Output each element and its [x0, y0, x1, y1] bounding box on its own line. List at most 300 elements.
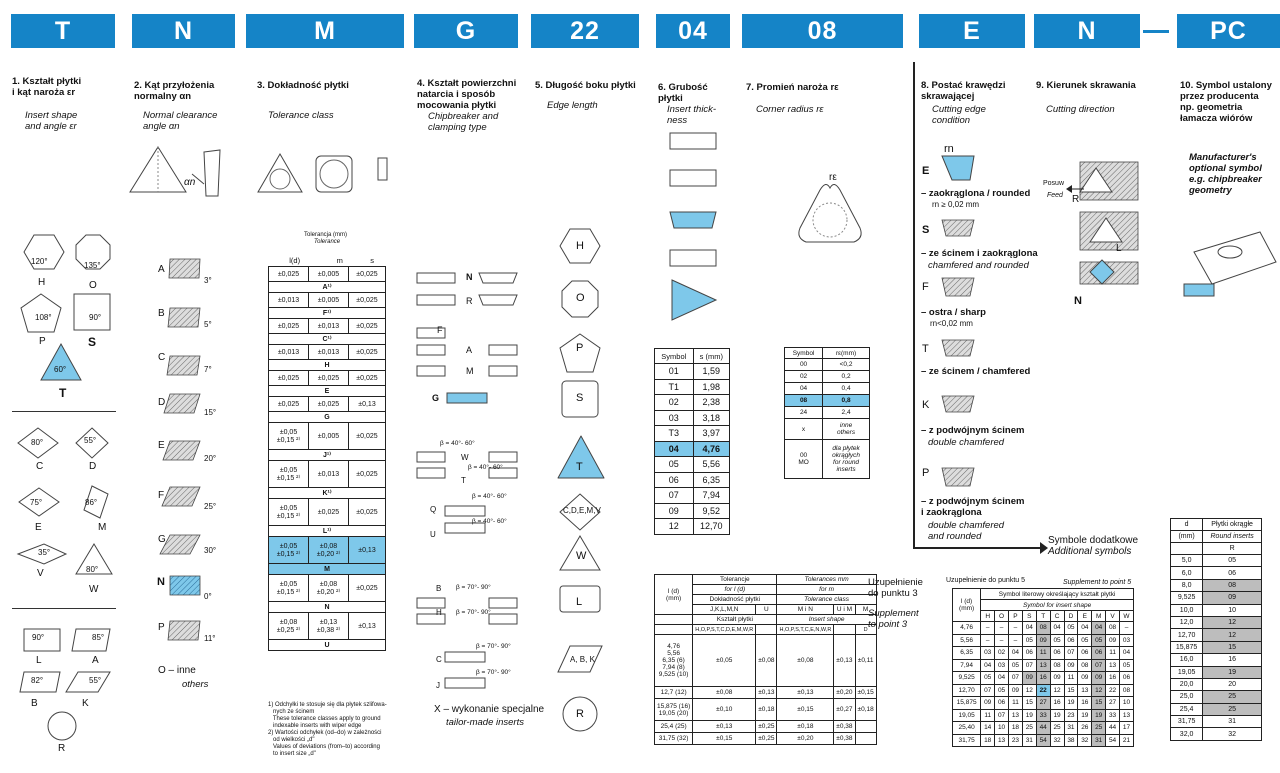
sup5-row-5-9: 12 — [1092, 684, 1106, 697]
c2-lbl-G: G — [158, 534, 166, 545]
c6-val-6: 5,56 — [693, 457, 729, 473]
sup5-row-1-0: 5,56 — [953, 634, 981, 647]
round-d-4: 10,0 — [1171, 604, 1203, 616]
c7-sym-5: x — [785, 419, 823, 440]
c3-col-m: m — [336, 256, 343, 265]
sup5-row-0-9: 04 — [1092, 622, 1106, 635]
c4-lbl-Q: Q — [430, 505, 437, 514]
code-box-N: N — [132, 14, 235, 48]
sup5-row-0-0: 4,76 — [953, 622, 981, 635]
c4-lbl-B: B — [436, 584, 442, 593]
c3-col-s: s — [370, 256, 374, 265]
tol-s2: H,O,P,S,T,C,E,N,W,R — [777, 625, 834, 635]
c5-lbl-P: P — [576, 342, 584, 354]
c3-row-8-cell-0: ±0,05 ±0,15 ²⁾ — [269, 499, 309, 526]
sup5-row-3-9: 07 — [1092, 659, 1106, 672]
sup5-row-6-6: 16 — [1050, 697, 1064, 710]
tol-row-0-3: ±0,08 — [777, 635, 834, 687]
c1-ang-B: 82° — [31, 676, 44, 685]
c4-lbl-J: J — [436, 681, 440, 690]
c5-lbl-T: T — [576, 461, 583, 473]
round-d-11: 25,0 — [1171, 691, 1203, 703]
sup5-row-9-4: 31 — [1022, 734, 1036, 747]
c3-row-7-cell-0: ±0,05 ±0,15 ²⁾ — [269, 461, 309, 488]
sup5-row-4-11: 06 — [1120, 672, 1134, 685]
c8-title: 8. Postać krawędzi skrawającej — [921, 80, 1006, 102]
tol-row-4-3: ±0,20 — [777, 733, 834, 745]
sup5-row-6-8: 16 — [1078, 697, 1092, 710]
c8-text2-E: rn ≥ 0,02 mm — [932, 200, 980, 209]
round-r-1: 06 — [1203, 567, 1262, 579]
c2-lbl-B: B — [158, 308, 165, 319]
c5-subtitle: Edge length — [547, 100, 598, 111]
c3-row-9-cell-1: ±0,08 ±0,20 ²⁾ — [308, 537, 348, 564]
tol-row-3-0: 25,4 (25) — [655, 721, 693, 733]
sup5-row-7-1: 11 — [981, 709, 995, 722]
c6-thickness-diagrams — [656, 130, 736, 340]
sup5-row-7-11: 13 — [1120, 709, 1134, 722]
c2-lbl-P: P — [158, 622, 165, 633]
c3-tolerance-rows — [268, 266, 386, 651]
sup5-row-1-7: 06 — [1064, 634, 1078, 647]
c1-ang-D: 55° — [84, 436, 97, 445]
c1-divider-2 — [12, 608, 116, 609]
sup5-row-9-7: 38 — [1064, 734, 1078, 747]
c1-title: 1. Kształt płytki i kąt naroża εr — [12, 76, 82, 98]
c4-angle-7: β = 70°- 90° — [476, 643, 511, 650]
c7-r-label: rε — [829, 172, 837, 183]
sup5-row-4-5: 16 — [1036, 672, 1050, 685]
round-d-13: 31,75 — [1171, 716, 1203, 728]
sup5-row-7-3: 13 — [1009, 709, 1023, 722]
tol-sup-en: Supplement to point 3 — [868, 608, 919, 630]
sup5-row-9-6: 32 — [1050, 734, 1064, 747]
sup5-row-3-11: 05 — [1120, 659, 1134, 672]
sup5-row-3-4: 07 — [1022, 659, 1036, 672]
c6-val-9: 9,52 — [693, 503, 729, 519]
c6-val-8: 7,94 — [693, 488, 729, 504]
sup5-row-4-0: 9,525 — [953, 672, 981, 685]
sup5-row-0-3: – — [1009, 622, 1023, 635]
c3-tolerance-diagrams — [246, 150, 406, 210]
c5-lbl-W: W — [576, 550, 587, 562]
sup5-row-2-2: 02 — [995, 647, 1009, 660]
c1-ang-H: 120° — [31, 257, 48, 266]
tol-h3: for l (d) — [693, 585, 777, 595]
c6-title: 6. Grubość płytki — [658, 82, 708, 104]
c3-row-6-cell-0: ±0,05 ±0,15 ²⁾ — [269, 423, 309, 450]
c3-class-3: H — [269, 360, 386, 371]
sup5-row-7-7: 23 — [1064, 709, 1078, 722]
tol-s3: D — [855, 625, 876, 635]
c4-subtitle: Chipbreaker and clamping type — [428, 111, 499, 133]
tol-row-0-4: ±0,13 — [834, 635, 855, 687]
c4-angle-6: β = 70°- 90° — [456, 609, 491, 616]
c1-lbl-R: R — [58, 743, 66, 754]
c2-ang-P: 11° — [204, 634, 216, 643]
tol-h1: Tolerancje — [693, 575, 777, 585]
round-d-8: 16,0 — [1171, 654, 1203, 666]
sup5-col-M: M — [1092, 611, 1106, 622]
c1-shapes-mid — [14, 426, 114, 586]
tol-ks: Kształt płytki — [693, 615, 777, 625]
c9-direction-diagrams — [1066, 158, 1146, 308]
c5-lbl-L: L — [576, 596, 583, 608]
c7-title: 7. Promień naroża rε — [746, 82, 839, 93]
c2-lbl-A: A — [158, 264, 165, 275]
sup5-col-D: D — [1064, 611, 1078, 622]
c7-sym-1: 02 — [785, 371, 823, 383]
c4-lbl-R: R — [466, 296, 473, 306]
sup5-col-W: W — [1120, 611, 1134, 622]
c1-ang-S: 90° — [89, 313, 102, 322]
tol-row-4-0: 31,75 (32) — [655, 733, 693, 745]
round-table — [1170, 518, 1262, 741]
sup5-row-8-9: 25 — [1092, 722, 1106, 735]
c4-angle-5: β = 70°- 90° — [456, 584, 491, 591]
sup5-row-4-9: 09 — [1092, 672, 1106, 685]
c2-subtitle: Normal clearance angle αn — [143, 110, 218, 132]
round-r-2: 08 — [1203, 579, 1262, 591]
c4-lbl-W: W — [461, 453, 469, 462]
tol-row-2-0: 15,875 (16) 19,05 (20) — [655, 699, 693, 721]
tol-row-3-2: ±0,25 — [756, 721, 777, 733]
round-d-7: 15,875 — [1171, 641, 1203, 653]
tol-row-1-3: ±0,13 — [777, 687, 834, 699]
c1-lbl-W: W — [89, 584, 99, 595]
c3-row-8-cell-2: ±0,025 — [348, 499, 385, 526]
c7-subtitle: Corner radius rε — [756, 104, 824, 115]
tol-row-4-4: ±0,38 — [834, 733, 855, 745]
round-r-9: 19 — [1203, 666, 1262, 678]
c7-val-3: 0,8 — [823, 395, 870, 407]
sup5-row-7-5: 33 — [1036, 709, 1050, 722]
sup5-col-V: V — [1106, 611, 1120, 622]
c7-sym-3: 08 — [785, 395, 823, 407]
additional-symbols: Symbole dodatkowe — [1048, 535, 1139, 546]
c4-angle-4: β = 40°- 60° — [472, 518, 507, 525]
sup5-row-7-2: 07 — [995, 709, 1009, 722]
sup5-row-8-4: 25 — [1022, 722, 1036, 735]
sup5-row-0-7: 05 — [1064, 622, 1078, 635]
c3-class-5: G — [269, 412, 386, 423]
c4-lbl-F: F — [437, 325, 443, 335]
c3-row-4-cell-0: ±0,025 — [269, 371, 309, 386]
tol-row-1-5: ±0,15 — [855, 687, 876, 699]
sup5-col-H: H — [981, 611, 995, 622]
sup5-row-1-3: – — [1009, 634, 1023, 647]
sup5-row-5-3: 09 — [1009, 684, 1023, 697]
c7-col-symbol: Symbol — [785, 348, 823, 359]
c4-lbl-T: T — [461, 476, 466, 485]
c1-lbl-H: H — [38, 277, 46, 288]
c9-L: L — [1116, 243, 1122, 254]
sup5-row-8-7: 31 — [1064, 722, 1078, 735]
sup5-row-4-6: 09 — [1050, 672, 1064, 685]
c6-col-symbol: Symbol — [655, 349, 694, 364]
round-d-3: 9,525 — [1171, 592, 1203, 604]
c3-row-5-cell-1: ±0,025 — [308, 397, 348, 412]
sup5-row-2-8: 06 — [1078, 647, 1092, 660]
c4-lbl-G: G — [432, 393, 440, 403]
tol-row-2-4: ±0,27 — [834, 699, 855, 721]
round-d-0: 5,0 — [1171, 555, 1203, 567]
c5-lbl-S: S — [576, 392, 584, 404]
sup5-row-8-1: 14 — [981, 722, 995, 735]
c6-sym-2: 02 — [655, 395, 694, 411]
sup5-row-3-1: 04 — [981, 659, 995, 672]
c6-sym-0: 01 — [655, 364, 694, 380]
c3-row-2-cell-2: ±0,025 — [348, 319, 385, 334]
sup5-row-9-5: 54 — [1036, 734, 1050, 747]
sup5-row-3-0: 7,94 — [953, 659, 981, 672]
tol-row-1-0: 12,7 (12) — [655, 687, 693, 699]
c3-row-2-cell-0: ±0,025 — [269, 319, 309, 334]
sup5-row-5-0: 12,70 — [953, 684, 981, 697]
c2-ang-D: 15° — [204, 408, 217, 417]
c10-title: 10. Symbol ustalony przez producenta np. geometria łamacza wiórów — [1180, 80, 1272, 124]
sup5-row-2-4: 06 — [1022, 647, 1036, 660]
c8-text2-P: double chamfered and rounded — [928, 520, 1005, 542]
c2-ang-A: 3° — [204, 276, 212, 285]
round-r-4: 10 — [1203, 604, 1262, 616]
c3-row-10-cell-0: ±0,05 ±0,15 ²⁾ — [269, 575, 309, 602]
c3-row-3-cell-0: ±0,013 — [269, 345, 309, 360]
sup5-row-0-1: – — [981, 622, 995, 635]
c4-x-note: X – wykonanie specjalne — [434, 704, 545, 715]
sup5-row-6-1: 09 — [981, 697, 995, 710]
c3-row-11-cell-0: ±0,08 ±0,25 ²⁾ — [269, 613, 309, 640]
c9-feed: Posuw — [1043, 180, 1065, 187]
sup5-row-2-11: 04 — [1120, 647, 1134, 660]
sup5-row-2-9: 06 — [1092, 647, 1106, 660]
c1-lbl-B: B — [31, 698, 38, 709]
c4-lbl-A: A — [466, 345, 473, 355]
c3-row-0-cell-1: ±0,005 — [308, 267, 348, 282]
sup5-row-8-11: 17 — [1120, 722, 1134, 735]
c1-lbl-A: A — [92, 655, 99, 666]
sup5-row-7-9: 19 — [1092, 709, 1106, 722]
sup5-title-en: Supplement to point 5 — [1063, 579, 1132, 586]
c7-sym-4: 24 — [785, 407, 823, 419]
sup5-row-1-4: 05 — [1022, 634, 1036, 647]
sup5-row-0-10: 08 — [1106, 622, 1120, 635]
sup5-row-2-0: 6,35 — [953, 647, 981, 660]
sup5-row-8-10: 44 — [1106, 722, 1120, 735]
c3-row-1-cell-0: ±0,013 — [269, 293, 309, 308]
c4-lbl-C: C — [436, 655, 442, 664]
c3-row-11-cell-1: ±0,13 ±0,38 ²⁾ — [308, 613, 348, 640]
c1-ang-V: 35° — [38, 548, 51, 557]
c6-sym-9: 09 — [655, 503, 694, 519]
c2-lbl-N: N — [157, 576, 165, 588]
c6-val-4: 3,97 — [693, 426, 729, 442]
sup5-row-0-2: – — [995, 622, 1009, 635]
c3-row-6-cell-2: ±0,025 — [348, 423, 385, 450]
sup5-row-4-1: 05 — [981, 672, 995, 685]
c3-row-11-cell-2: ±0,13 — [348, 613, 385, 640]
round-r-14: 32 — [1203, 728, 1262, 740]
sup5-row-6-9: 15 — [1092, 697, 1106, 710]
tol-row-3-4: ±0,38 — [834, 721, 855, 733]
c1-lbl-T: T — [59, 386, 67, 400]
tol-row-3-3: ±0,18 — [777, 721, 834, 733]
c8-rn-label: rn — [944, 143, 954, 155]
round-d-2: 8,0 — [1171, 579, 1203, 591]
sup5-row-8-0: 25,40 — [953, 722, 981, 735]
c6-sym-1: T1 — [655, 379, 694, 395]
tol-is: Insert shape — [777, 615, 876, 625]
c3-class-10: N — [269, 602, 386, 613]
round-r-8: 16 — [1203, 654, 1262, 666]
c3-row-6-cell-1: ±0,005 — [308, 423, 348, 450]
round-d-5: 12,0 — [1171, 616, 1203, 628]
sup5-row-5-2: 05 — [995, 684, 1009, 697]
c1-lbl-E: E — [35, 522, 42, 533]
c3-col-ld: l(d) — [289, 256, 301, 265]
c8-text2-F: rn<0,02 mm — [930, 319, 973, 328]
tol-table — [654, 574, 877, 745]
tol-row-0-2: ±0,08 — [756, 635, 777, 687]
round-r-3: 09 — [1203, 592, 1262, 604]
sup5-row-2-6: 06 — [1050, 647, 1064, 660]
round-d-6: 12,70 — [1171, 629, 1203, 641]
c7-val-2: 0,4 — [823, 383, 870, 395]
c1-lbl-P: P — [39, 336, 46, 347]
round-c2c: R — [1203, 543, 1262, 555]
sup5-row-5-7: 15 — [1064, 684, 1078, 697]
sup5-row-2-1: 03 — [981, 647, 995, 660]
c7-val-6: dla płytek okrągłych for round inserts — [823, 440, 870, 479]
sup5-table — [952, 588, 1134, 747]
sup5-row-9-9: 31 — [1092, 734, 1106, 747]
sup5-row-3-7: 09 — [1064, 659, 1078, 672]
c3-row-5-cell-0: ±0,025 — [269, 397, 309, 412]
c9-subtitle: Cutting direction — [1046, 104, 1115, 115]
c2-title: 2. Kąt przyłożenia normalny αn — [134, 80, 215, 102]
c8-text2-S: chamfered and rounded — [928, 260, 1029, 271]
c3-row-1-cell-1: ±0,005 — [308, 293, 348, 308]
c3-class-11: U — [269, 640, 386, 651]
c7-sym-6: 00 MO — [785, 440, 823, 479]
sup5-row-0-6: 04 — [1050, 622, 1064, 635]
c2-ang-C: 7° — [204, 365, 212, 374]
round-d-14: 32,0 — [1171, 728, 1203, 740]
sup5-title: Uzupełnienie do punktu 5 — [946, 577, 1026, 584]
sup5-row-5-5: 22 — [1036, 684, 1050, 697]
sup5-row-4-10: 16 — [1106, 672, 1120, 685]
c8-text-K: – z podwójnym ścinem — [921, 425, 1025, 436]
c1-divider-1 — [12, 411, 116, 412]
tol-ld: l (d) (mm) — [655, 575, 693, 615]
c6-sym-10: 12 — [655, 519, 694, 535]
code-box-E: E — [919, 14, 1025, 48]
c1-lbl-V: V — [37, 568, 44, 579]
sup5-row-7-8: 19 — [1078, 709, 1092, 722]
section-divider-horizontal — [913, 547, 1043, 549]
c4-lbl-H: H — [436, 608, 442, 617]
tol-row-2-3: ±0,15 — [777, 699, 834, 721]
c3-row-1-cell-2: ±0,025 — [348, 293, 385, 308]
sup5-row-9-3: 23 — [1009, 734, 1023, 747]
c9-N: N — [1074, 295, 1082, 307]
c2-ang-N: 0° — [204, 592, 212, 601]
c4-angle-2: β = 40°- 60° — [468, 464, 503, 471]
sup5-row-2-10: 11 — [1106, 647, 1120, 660]
sup5-row-9-2: 13 — [995, 734, 1009, 747]
c3-class-0: A¹⁾ — [269, 282, 386, 293]
c6-val-0: 1,59 — [693, 364, 729, 380]
sup5-row-0-4: 04 — [1022, 622, 1036, 635]
sup5-row-5-10: 22 — [1106, 684, 1120, 697]
c9-feed-en: Feed — [1047, 192, 1063, 199]
sup5-row-4-2: 04 — [995, 672, 1009, 685]
c7-sym-2: 04 — [785, 383, 823, 395]
sup5-col-T: T — [1036, 611, 1050, 622]
sup5-row-1-6: 05 — [1050, 634, 1064, 647]
c3-row-5-cell-2: ±0,13 — [348, 397, 385, 412]
c1-subtitle: Insert shape and angle εr — [25, 110, 78, 132]
c8-text-P: – z podwójnym ścinem i zaokrąglona — [921, 496, 1025, 518]
sup5-hdr-en: Symbol for insert shape — [981, 600, 1134, 611]
code-separator-dash — [1143, 30, 1169, 33]
c2-lbl-E: E — [158, 440, 165, 451]
c1-ang-E: 75° — [30, 498, 43, 507]
c1-lbl-D: D — [89, 461, 97, 472]
c2-ang-F: 25° — [204, 502, 217, 511]
sup5-row-7-6: 19 — [1050, 709, 1064, 722]
c8-text-E: – zaokrąglona / rounded — [921, 188, 1031, 199]
c3-tolerance-table — [268, 255, 386, 266]
c1-ang-T: 60° — [54, 365, 67, 374]
c3-class-6: J¹⁾ — [269, 450, 386, 461]
sup5-hdr: Symbol literowy określający kształt płytki — [981, 589, 1134, 600]
tol-h2: Tolerances mm — [777, 575, 876, 585]
c8-text2-K: double chamfered — [928, 437, 1005, 448]
c7-sym-0: 00 — [785, 359, 823, 371]
c7-col-r: rε(mm) — [823, 348, 870, 359]
tol-row-4-1: ±0,15 — [693, 733, 756, 745]
round-r-7: 15 — [1203, 641, 1262, 653]
c4-lbl-U: U — [430, 530, 436, 539]
tol-s1: H,O,P,S,T,C,D,E,M,W,R — [693, 625, 756, 635]
round-r-12: 25 — [1203, 703, 1262, 715]
code-box-22: 22 — [531, 14, 639, 48]
c3-th1: Tolerancja (mm) — [304, 232, 348, 238]
c1-ang-K: 55° — [89, 676, 102, 685]
sup5-row-1-10: 09 — [1106, 634, 1120, 647]
section-divider-vertical — [913, 62, 915, 549]
c4-title: 4. Kształt powierzchni natarcia i sposób mocowania płytki — [417, 78, 517, 111]
sup5-row-6-4: 15 — [1022, 697, 1036, 710]
c3-row-9-cell-0: ±0,05 ±0,15 ²⁾ — [269, 537, 309, 564]
c5-lbl-O: O — [576, 292, 585, 304]
round-r-0: 05 — [1203, 555, 1262, 567]
c8-lbl-K: K — [922, 399, 930, 411]
tol-row-3-1: ±0,13 — [693, 721, 756, 733]
sup5-row-8-2: 10 — [995, 722, 1009, 735]
c4-angle-1: β = 40°- 60° — [440, 440, 475, 447]
sup5-row-6-0: 15,875 — [953, 697, 981, 710]
c1-ang-P: 108° — [35, 313, 52, 322]
c6-thickness-table — [654, 348, 730, 535]
sup5-row-7-4: 19 — [1022, 709, 1036, 722]
c1-lbl-K: K — [82, 698, 89, 709]
c1-ang-A: 85° — [92, 633, 105, 642]
c7-val-0: <0,2 — [823, 359, 870, 371]
c6-sym-3: 03 — [655, 410, 694, 426]
tol-h10: U i M — [834, 605, 855, 615]
